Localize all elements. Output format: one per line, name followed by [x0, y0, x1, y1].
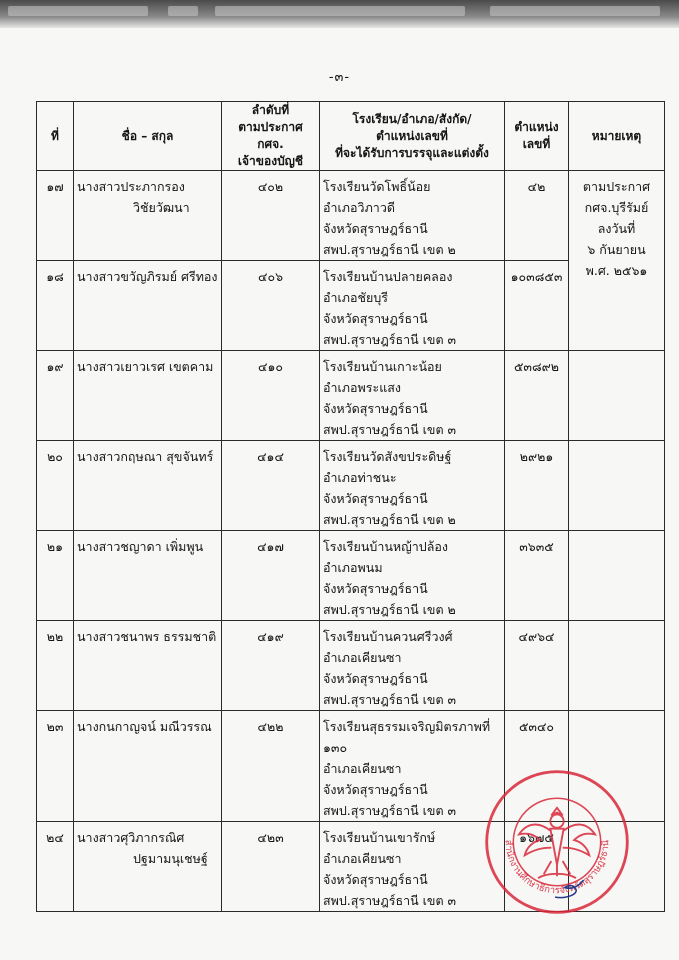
row-number: ๒๒	[37, 621, 74, 711]
header-col-no	[37, 102, 74, 171]
rank-number: ๔๑๐	[222, 351, 320, 441]
person-name	[74, 171, 222, 261]
table-row	[37, 441, 665, 531]
school-line: อำเภอชัยบุรี	[323, 290, 389, 305]
remark-line: ตามประกาศ	[582, 179, 651, 194]
header-line: หมายเหตุ	[591, 128, 642, 143]
position-number: ๑๖๗๕	[505, 822, 569, 912]
remark-empty	[569, 711, 665, 822]
school-line: จังหวัดสุราษฎร์ธานี	[323, 581, 428, 596]
position-number: ๔๙๖๔	[505, 621, 569, 711]
header-line: ชื่อ – สกุล	[121, 128, 174, 143]
page-number: -๓-	[328, 70, 351, 85]
name-line: นางสาวชญาดา เพิ่มพูน	[77, 539, 204, 554]
row-number: ๒๑	[37, 531, 74, 621]
school-line: อำเภอวิภาวดี	[323, 200, 395, 215]
table-row	[37, 621, 665, 711]
name-line: วิชัยวัฒนา	[133, 200, 190, 215]
table-row	[37, 822, 665, 912]
school-line: จังหวัดสุราษฎร์ธานี	[323, 872, 428, 887]
school-line: จังหวัดสุราษฎร์ธานี	[323, 491, 428, 506]
school-line: สพป.สุราษฎร์ธานี เขต ๓	[323, 803, 457, 818]
school-line: โรงเรียนวัดสังขประดิษฐ์	[323, 449, 452, 464]
school-line: สพป.สุราษฎร์ธานี เขต ๒	[323, 512, 456, 527]
remark-empty	[569, 351, 665, 441]
header-col-rank	[222, 102, 320, 171]
school-line: สพป.สุราษฎร์ธานี เขต ๓	[323, 692, 457, 707]
rank-number: ๔๐๒	[222, 171, 320, 261]
row-number: ๑๗	[37, 171, 74, 261]
person-name	[74, 822, 222, 912]
scan-top-band	[0, 0, 679, 28]
school-line: โรงเรียนบ้านเกาะน้อย	[323, 359, 442, 374]
school-assignment	[320, 171, 505, 261]
name-line: นางสาวชนาพร ธรรมชาติ	[77, 629, 217, 644]
name-line: นางสาวเยาวเรศ เขตคาม	[77, 359, 214, 374]
school-line: อำเภอเคียนซา	[323, 650, 402, 665]
row-number: ๑๙	[37, 351, 74, 441]
name-line: ปฐมามนุเชษฐ์	[133, 851, 208, 866]
school-line: จังหวัดสุราษฎร์ธานี	[323, 782, 428, 797]
school-line: อำเภอเคียนซา	[323, 761, 402, 776]
name-line: นางสาวประภากรอง	[77, 179, 185, 194]
name-line: นางสาวขวัญภิรมย์ ศรีทอง	[77, 269, 218, 284]
school-assignment	[320, 441, 505, 531]
table-row	[37, 351, 665, 441]
school-line: สพป.สุราษฎร์ธานี เขต ๓	[323, 422, 457, 437]
header-line: ที่	[51, 128, 59, 143]
rank-number: ๔๑๗	[222, 531, 320, 621]
remark-line: กศจ.บุรีรัมย์	[584, 200, 649, 215]
header-line: ตำแหน่ง	[514, 120, 559, 134]
remark-line: พ.ศ. ๒๕๖๑	[585, 263, 648, 278]
position-number: ๓๖๓๕	[505, 531, 569, 621]
school-line: จังหวัดสุราษฎร์ธานี	[323, 401, 428, 416]
person-name	[74, 531, 222, 621]
school-assignment	[320, 351, 505, 441]
header-line: โรงเรียน/อำเภอ/สังกัด/	[352, 111, 472, 126]
person-name	[74, 351, 222, 441]
school-line: โรงเรียนวัดโพธิ์น้อย	[323, 179, 431, 194]
header-line: ที่จะได้รับการบรรจุและแต่งตั้ง	[335, 145, 489, 160]
remark-line: ลงวันที่	[597, 221, 636, 236]
position-number: ๑๐๓๘๕๓	[505, 261, 569, 351]
row-number: ๒๔	[37, 822, 74, 912]
school-line: โรงเรียนบ้านปลายคลอง	[323, 269, 453, 284]
school-line: อำเภอท่าชนะ	[323, 470, 397, 485]
school-line: โรงเรียนบ้านหญ้าปล้อง	[323, 539, 448, 554]
header-line: ลำดับที่	[251, 103, 290, 117]
school-line: สพป.สุราษฎร์ธานี เขต ๓	[323, 332, 457, 347]
school-line: อำเภอพระแสง	[323, 380, 402, 395]
position-number: ๒๙๒๑	[505, 441, 569, 531]
header-line: เจ้าของบัญชี	[237, 154, 304, 168]
table-body	[37, 171, 665, 912]
school-line: โรงเรียนบ้านควนศรีวงศ์	[323, 629, 453, 644]
school-line: สพป.สุราษฎร์ธานี เขต ๒	[323, 602, 456, 617]
row-number: ๒๐	[37, 441, 74, 531]
person-name	[74, 261, 222, 351]
name-line: นางสาวศุวิภากรณิศ	[77, 830, 185, 845]
header-col-remark	[569, 102, 665, 171]
rank-number: ๔๒๒	[222, 711, 320, 822]
school-line: อำเภอพนม	[323, 560, 383, 575]
name-line: นางสาวกฤษณา สุขจันทร์	[77, 449, 214, 464]
header-line: ตามประกาศ กศจ.	[238, 120, 303, 151]
remark-empty	[569, 822, 665, 912]
name-line: นางกนกาญจน์ มณีวรรณ	[77, 719, 212, 734]
person-name	[74, 441, 222, 531]
school-line: อำเภอเคียนซา	[323, 851, 402, 866]
school-line: จังหวัดสุราษฎร์ธานี	[323, 311, 428, 326]
header-col-name	[74, 102, 222, 171]
header-line: ตำแหน่งเลขที่	[376, 128, 448, 143]
rank-number: ๔๑๔	[222, 441, 320, 531]
person-name	[74, 711, 222, 822]
school-line: โรงเรียนสุธรรมเจริญมิตรภาพที่ ๑๓๐	[323, 719, 491, 755]
header-col-school	[320, 102, 505, 171]
stamp-caption: สำนักงานศึกษาธิการจังหวัดสุราษฎร์ธานี	[502, 839, 612, 897]
appointment-table	[36, 101, 665, 912]
person-name	[74, 621, 222, 711]
position-number: ๕๓๔๐	[505, 711, 569, 822]
table-row	[37, 531, 665, 621]
table-row	[37, 711, 665, 822]
school-assignment	[320, 261, 505, 351]
school-line: สพป.สุราษฎร์ธานี เขต ๒	[323, 242, 456, 257]
header-col-position	[505, 102, 569, 171]
remark-empty	[569, 531, 665, 621]
remark-empty	[569, 441, 665, 531]
remark-line: ๖ กันยายน	[587, 242, 646, 257]
school-assignment	[320, 621, 505, 711]
header-row	[37, 102, 665, 171]
row-number: ๑๘	[37, 261, 74, 351]
position-number: ๕๓๘๙๒	[505, 351, 569, 441]
table-row	[37, 171, 665, 261]
school-line: สพป.สุราษฎร์ธานี เขต ๓	[323, 893, 457, 908]
rank-number: ๔๑๙	[222, 621, 320, 711]
rank-number: ๔๒๓	[222, 822, 320, 912]
school-assignment	[320, 822, 505, 912]
row-number: ๒๓	[37, 711, 74, 822]
remark	[569, 171, 665, 351]
school-line: จังหวัดสุราษฎร์ธานี	[323, 221, 428, 236]
school-assignment	[320, 711, 505, 822]
position-number: ๔๒	[505, 171, 569, 261]
school-line: โรงเรียนบ้านเขารักษ์	[323, 830, 436, 845]
school-line: จังหวัดสุราษฎร์ธานี	[323, 671, 428, 686]
school-assignment	[320, 531, 505, 621]
remark-empty	[569, 621, 665, 711]
rank-number: ๔๐๖	[222, 261, 320, 351]
header-line: เลขที่	[522, 137, 551, 151]
